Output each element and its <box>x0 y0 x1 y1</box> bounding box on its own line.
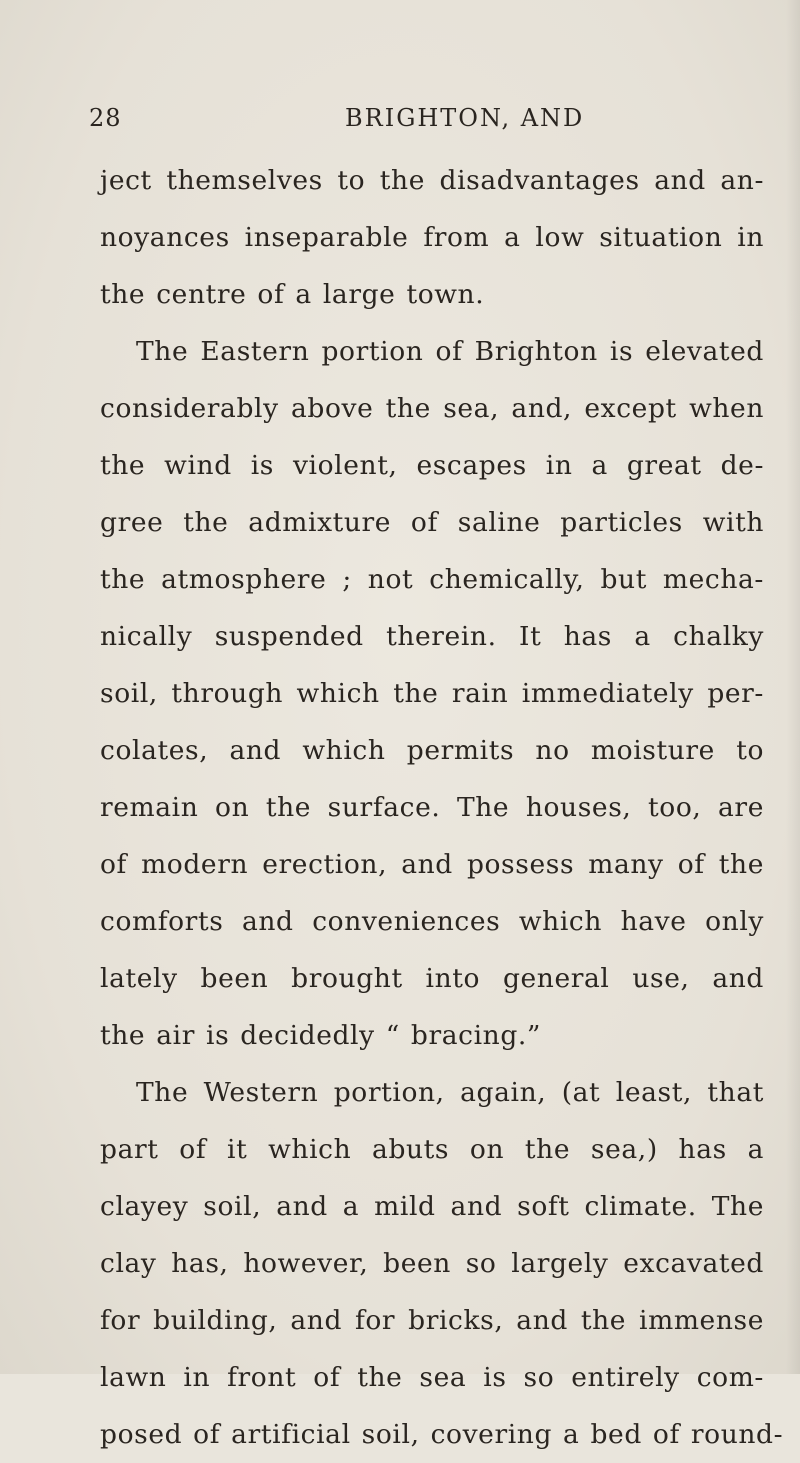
text-line: lawn in front of the sea is so entirely com- <box>100 1362 764 1393</box>
text-line: the air is decidedly “ bracing.” <box>100 1020 542 1051</box>
text-line: the centre of a large town. <box>100 279 485 310</box>
text-line: the wind is violent, escapes in a great de- <box>100 450 764 481</box>
running-title: BRIGHTON, AND <box>345 104 585 132</box>
text-line: considerably above the sea, and, except when <box>100 393 764 424</box>
text-line: lately been brought into general use, and <box>100 963 764 994</box>
text-line: comforts and conveniences which have only <box>100 906 764 937</box>
text-line: clay has, however, been so largely excavated <box>100 1248 764 1279</box>
text-line: The Eastern portion of Brighton is elevated <box>136 336 764 367</box>
text-line: for building, and for bricks, and the immense <box>100 1305 764 1336</box>
text-line: posed of artificial soil, covering a bed of round- <box>100 1419 784 1450</box>
text-line: the atmosphere ; not chemically, but mecha- <box>100 564 764 595</box>
running-head <box>89 104 749 138</box>
text-line: soil, through which the rain immediately per- <box>100 678 764 709</box>
text-line: part of it which abuts on the sea,) has a <box>100 1134 764 1165</box>
text-line: clayey soil, and a mild and soft climate. The <box>100 1191 764 1222</box>
text-line: remain on the surface. The houses, too, are <box>100 792 764 823</box>
text-line: nically suspended therein. It has a chalky <box>100 621 764 652</box>
text-line: ject themselves to the disadvantages and an- <box>100 165 764 196</box>
page-edge-shadow <box>786 0 800 1374</box>
text-line: The Western portion, again, (at least, that <box>136 1077 764 1108</box>
text-line: of modern erection, and possess many of the <box>100 849 764 880</box>
body-text <box>100 152 784 1463</box>
text-line: noyances inseparable from a low situation in <box>100 222 764 253</box>
text-line: gree the admixture of saline particles with <box>100 507 764 538</box>
page-number: 28 <box>89 104 122 132</box>
text-line: colates, and which permits no moisture to <box>100 735 764 766</box>
